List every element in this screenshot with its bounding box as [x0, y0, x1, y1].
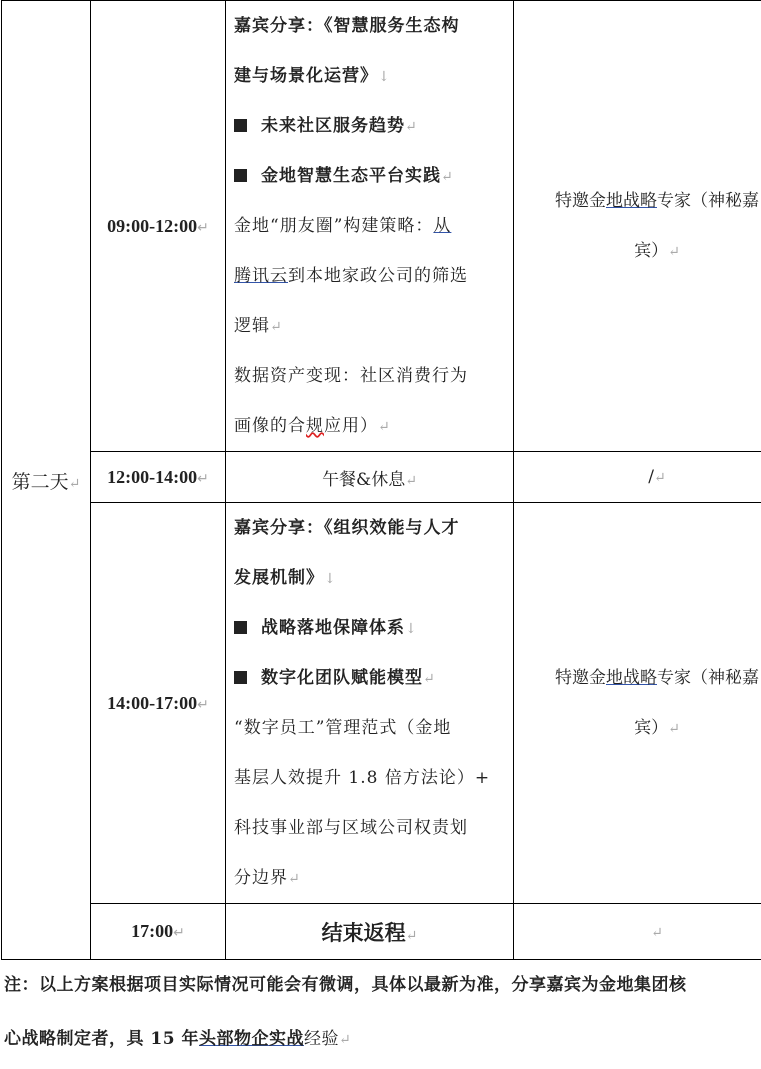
table-row: [2, 452, 761, 503]
link-text[interactable]: 腾讯云: [234, 266, 288, 286]
day-cell: 第二天↵: [2, 1, 91, 960]
link-text[interactable]: 地战略: [606, 190, 657, 211]
guest-cell: /↵: [514, 452, 761, 503]
table-row: [2, 503, 761, 904]
table-row: [2, 1, 761, 452]
square-bullet-icon: [234, 621, 247, 634]
square-bullet-icon: [234, 671, 247, 684]
time-cell: 17:00↵: [91, 904, 226, 960]
content-cell: 午餐&休息↵: [226, 452, 514, 503]
footnote: 注：以上方案根据项目实际情况可能会有微调，具体以最新为准，分享嘉宾为金地集团核 心战略制定者，具 15 年头部物企实战经验↵: [4, 975, 687, 1049]
bullet-item: 数字化团队赋能模型↵: [234, 653, 505, 703]
square-bullet-icon: [234, 169, 247, 182]
link-text[interactable]: 头部物企实战: [199, 1029, 304, 1049]
square-bullet-icon: [234, 119, 247, 132]
guest-cell: ↵: [514, 904, 761, 960]
content-cell: 嘉宾分享：《组织效能与人才 发展机制》↓ 战略落地保障体系↓ 数字化团队赋能模型↵ “数字员工”管理范式（金地 基层人效提升 1.8 倍方法论）+ 科技事业部与区域公司权责划 分边界↵: [226, 503, 514, 904]
content-cell: 嘉宾分享：《智慧服务生态构 建与场景化运营》↓ 未来社区服务趋势↵ 金地智慧生态平台实践↵ 金地“朋友圈”构建策略：从 腾讯云到本地家政公司的筛选 逻辑↵ 数据资产变现：社区消费行为 画像的合规应用）↵: [226, 1, 514, 452]
session-title: 嘉宾分享：《智慧服务生态构: [234, 16, 460, 36]
bullet-item: 金地智慧生态平台实践↵: [234, 151, 505, 201]
guest-cell: 特邀金地战略专家（神秘嘉 宾）↵: [514, 503, 761, 904]
link-text[interactable]: 从: [433, 216, 452, 236]
time-cell: 14:00-17:00↵: [91, 503, 226, 904]
bullet-item: 未来社区服务趋势↵: [234, 101, 505, 151]
agenda-table: [1, 0, 761, 960]
guest-cell: 特邀金地战略专家（神秘嘉 宾）↵: [514, 1, 761, 452]
session-title: 嘉宾分享：《组织效能与人才: [234, 518, 460, 538]
bullet-item: 战略落地保障体系↓: [234, 603, 505, 653]
spellcheck-mark: 规: [306, 416, 324, 436]
day-label: 第二天: [11, 470, 69, 493]
table-row: [2, 904, 761, 960]
time-cell: 09:00-12:00↵: [91, 1, 226, 452]
time-cell: 12:00-14:00↵: [91, 452, 226, 503]
link-text[interactable]: 地战略: [606, 667, 657, 688]
content-cell: 结束返程↵: [226, 904, 514, 960]
